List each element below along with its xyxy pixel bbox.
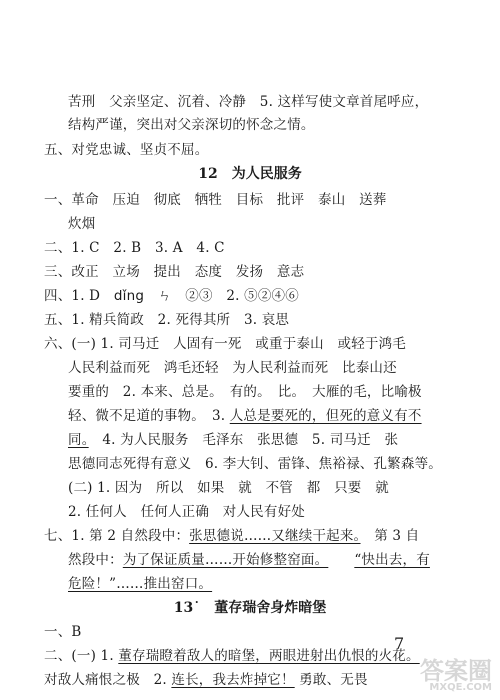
underlined-text: 张思德说……又继续干起来。 — [189, 528, 361, 544]
text-line: 人民利益而死 鸿毛还轻 为人民利益而死 比泰山还 — [68, 360, 397, 376]
pinyin-text: dǐng — [113, 288, 145, 304]
text-line — [68, 406, 422, 426]
answer-item-3: 三、改正 立场 提出 态度 发扬 意志 — [44, 264, 305, 280]
text-line: 思德同志死得有意义 6. 李大钊、雷锋、焦裕禄、孔繁森等。 — [68, 456, 442, 472]
page-number: 7 — [394, 634, 405, 653]
text-span: 然段中： — [68, 552, 123, 568]
answer-item-2: 二、1. C 2. B 3. A 4. C — [44, 240, 225, 256]
text-span: 4. 为人民服务 毛泽东 张思德 5. 司马迁 张 — [88, 432, 399, 448]
watermark-text: 答案圈 — [420, 657, 492, 685]
section-title-12: 12 为人民服务 — [198, 166, 302, 182]
underlined-text: 同。 — [68, 432, 89, 448]
underlined-text: 董存瑞瞪着敌人的暗堡，两眼进射出仇恨的火花。 — [118, 648, 420, 664]
text-span: 二、(一) 1. — [44, 648, 119, 664]
text-line: 苦刑 父亲坚定、沉着、冷静 5. 这样写使文章首尾呼应， — [68, 94, 429, 110]
answer-item-1: 一、革命 压迫 彻底 牺牲 目标 批评 泰山 送葬 — [44, 192, 387, 208]
text-line: 要重的 2. 本来、总是。 有的。 比。 大雁的毛，比喻极 — [68, 384, 422, 400]
text-line: 2. 任何人 任何人正确 对人民有好处 — [68, 504, 305, 520]
text-span: ㄣ ②③ 2. ⑤②④⑥ — [144, 288, 299, 304]
text-line: 结构严谨，突出对父亲深切的怀念之情。 — [68, 117, 315, 133]
watermark-logo — [420, 657, 492, 694]
underlined-text: 连长，我去炸掉它！ — [171, 672, 295, 688]
answer-item-1: 一、B — [44, 624, 82, 640]
text-span: 四、1. D — [44, 288, 114, 304]
text-line — [68, 550, 430, 570]
watermark-url: MXQE.COM — [429, 682, 492, 693]
text-line: 炊烟 — [68, 216, 96, 232]
underlined-text: 危险！”……推出窑口。 — [68, 576, 213, 592]
answer-item-5: 五、对党忠诚、坚贞不屈。 — [44, 142, 209, 158]
text-span: 七、1. 第 2 自然段中： — [44, 528, 190, 544]
text-span: 对敌人痛恨之极 2. — [44, 672, 172, 688]
text-line — [68, 430, 398, 450]
answer-item-7 — [44, 526, 419, 546]
answer-item-6: 六、(一) 1. 司马迁 人固有一死 或重于泰山 或轻于鸿毛 — [44, 336, 406, 352]
answer-item-4 — [44, 286, 299, 306]
text-span: 勇敢、无畏 — [294, 672, 368, 688]
underlined-text: 人总是要死的，但死的意义有不 — [229, 408, 422, 424]
text-span: 第 3 自 — [360, 528, 420, 544]
answer-item-2 — [44, 646, 420, 666]
answer-item-5: 五、1. 精兵简政 2. 死得其所 3. 哀思 — [44, 312, 290, 328]
section-title-13: 13˙ 董存瑞舍身炸暗堡 — [173, 600, 327, 616]
text-line — [44, 670, 368, 690]
underlined-text: 为了保证质量……开始修整窑面。 — [122, 552, 329, 568]
text-line — [68, 574, 212, 594]
underlined-text: “快出去，有 — [354, 552, 430, 568]
text-line: (二) 1. 因为 所以 如果 就 不管 都 只要 就 — [68, 480, 389, 496]
text-span: 轻、微不足道的事物。 3. — [68, 408, 230, 424]
